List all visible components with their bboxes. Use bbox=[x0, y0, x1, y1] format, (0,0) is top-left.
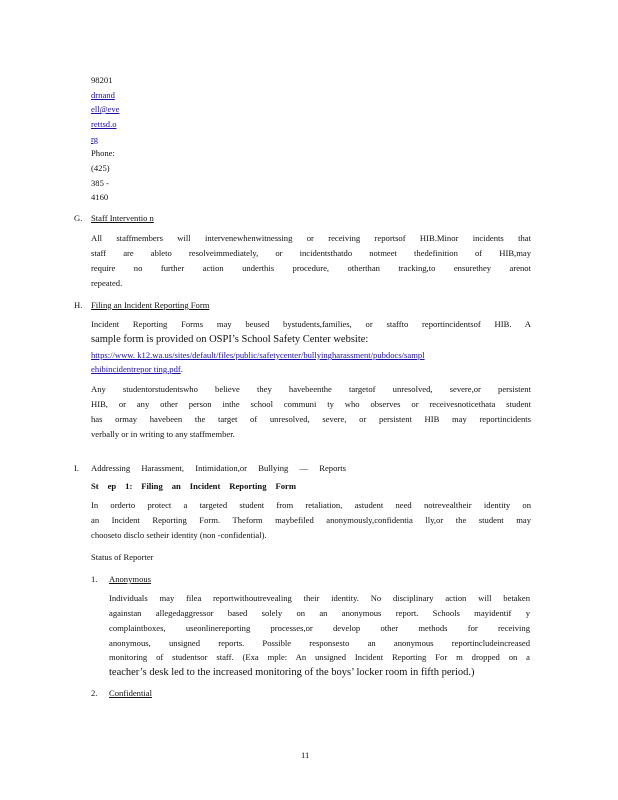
paragraph-line: Incident Reporting Forms may beused bystudents,families, or staffto reportincidentsof HIB. A bbox=[91, 319, 531, 329]
email-link-part[interactable]: rg bbox=[91, 134, 99, 144]
paragraph-line: againstan allegedaggressor based solely on an anonymous report. Schools mayidentif y bbox=[109, 608, 530, 618]
email-link-part[interactable]: drnand bbox=[91, 90, 115, 100]
email-link-part[interactable]: rettsd.o bbox=[91, 119, 117, 129]
email-link-part[interactable]: ell@eve bbox=[91, 104, 120, 114]
paragraph-line: Individuals may filea reportwithoutrevealing their identity. No disciplinary action will betaken bbox=[109, 593, 530, 603]
paragraph-line: verbally or in writing to any staffmember. bbox=[91, 429, 235, 439]
sample-form-link[interactable]: https://www. k12.wa.us/sites/default/files/public/safetycenter/bullyingharassment/pubdocs/sampl bbox=[91, 350, 425, 360]
paragraph-line: repeated. bbox=[91, 278, 123, 288]
phone-part: 4160 bbox=[91, 192, 109, 202]
sample-form-link-cont[interactable]: ehibincidentrepor ting.pdf bbox=[91, 364, 181, 374]
link-period: . bbox=[180, 364, 183, 374]
paragraph-line: staff are ableto resolveimmediately, or incidentsthatdo notmeet thedefinition of HIB,may bbox=[91, 248, 531, 258]
section-heading: Addressing Harassment, Intimidation,or Bullying — Reports bbox=[91, 463, 346, 473]
status-of-reporter-label: Status of Reporter bbox=[91, 552, 154, 562]
section-heading: Staff Interventio n bbox=[91, 213, 154, 223]
list-number: 2. bbox=[91, 688, 98, 698]
paragraph-line: has ormay havebeen the target of unresolved, severe, or persistent HIB may reportincidents bbox=[91, 414, 531, 424]
list-item-title: Confidential bbox=[109, 688, 152, 698]
section-letter: H. bbox=[74, 300, 83, 310]
section-letter: I. bbox=[74, 463, 80, 473]
phone-part: (425) bbox=[91, 163, 110, 173]
list-number: 1. bbox=[91, 574, 98, 584]
paragraph-line: In orderto protect a targeted student from retaliation, astudent need notrevealtheir identity on bbox=[91, 500, 531, 510]
page-number: 11 bbox=[301, 750, 310, 760]
paragraph-line: Any studentorstudentswho believe they havebeenthe targetof unresolved, severe,or persistent bbox=[91, 384, 531, 394]
section-letter: G. bbox=[74, 213, 83, 223]
paragraph-line: anonymous, unsigned reports. Possible responsesto an anonymous reportincludeincreased bbox=[109, 638, 530, 648]
paragraph-line: an Incident Reporting Form. Theform maybefiled anonymously,confidentia lly,or the student may bbox=[91, 515, 531, 525]
step-heading: St ep 1: Filing an Incident Reporting Form bbox=[91, 481, 296, 491]
link-line bbox=[91, 364, 183, 375]
paragraph-line: HIB, or any other person inthe school communi ty who observes or receivesnoticethata student bbox=[91, 399, 531, 409]
phone-label: Phone: bbox=[91, 148, 115, 158]
list-item-title: Anonymous bbox=[109, 574, 152, 584]
paragraph-line: chooseto disclo setheir identity (non -confidential). bbox=[91, 530, 267, 540]
phone-part: 385 - bbox=[91, 178, 109, 188]
paragraph-line: complaintboxes, useonlinereporting processes,or develop other methods for receiving bbox=[109, 623, 530, 633]
paragraph-line: monitoring of studentsor staff. (Exa mple: An unsigned Incident Reporting For m dropped on a bbox=[109, 652, 530, 662]
paragraph-line: require no further action underthis procedure, otherthan tracking,to ensurethey arenot bbox=[91, 263, 531, 273]
paragraph-line: All staffmembers will intervenewhenwitnessing or receiving reportsof HIB.Minor incidents that bbox=[91, 233, 531, 243]
section-heading: Filing an Incident Reporting Form bbox=[91, 300, 210, 310]
zip-code: 98201 bbox=[91, 75, 113, 85]
paragraph-line: teacher’s desk led to the increased monitoring of the boys’ locker room in fifth period.) bbox=[109, 667, 475, 678]
paragraph-line: sample form is provided on OSPI’s School Safety Center website: bbox=[91, 334, 369, 345]
